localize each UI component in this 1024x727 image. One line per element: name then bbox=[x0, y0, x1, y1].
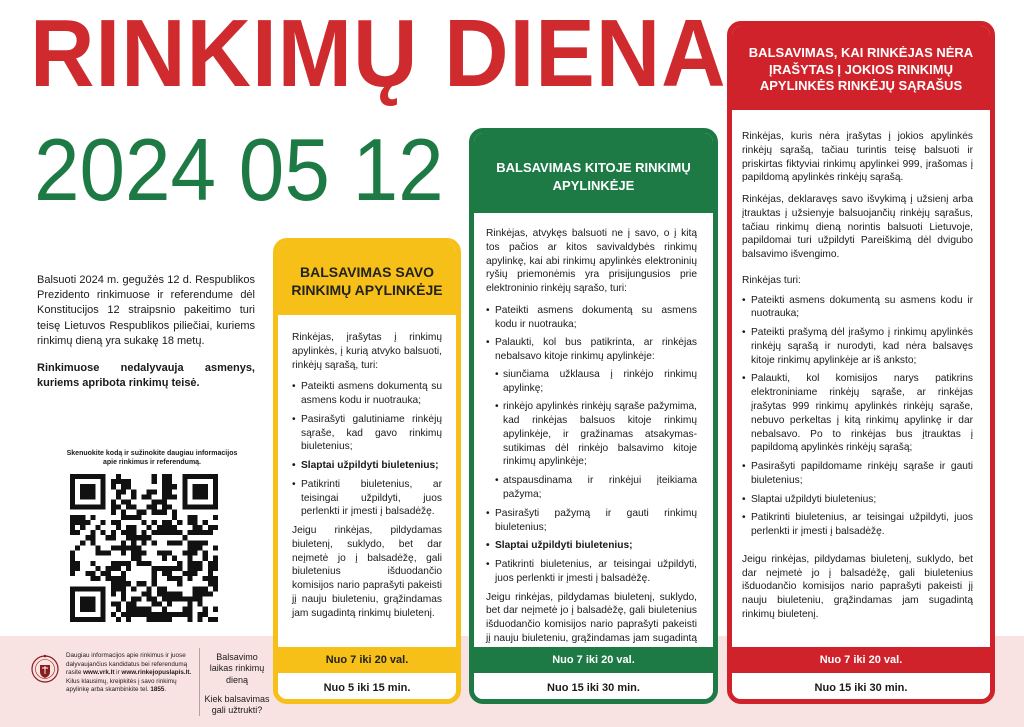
list-item: • Patikrinti biuletenius, ar teisingai užpildyti, juos perlenkti ir įmesti į balsadėžę. bbox=[486, 558, 697, 586]
list-item bbox=[486, 336, 697, 501]
list-item: • Slaptai užpildyti biuletenius; bbox=[742, 493, 973, 507]
qr-code-icon bbox=[70, 474, 218, 622]
intro-text bbox=[37, 273, 255, 391]
steps-list bbox=[292, 380, 442, 519]
voting-time-label: Balsavimo laikas rinkimų dieną bbox=[209, 652, 265, 685]
list-item: • Pasirašyti pažymą ir gauti rinkimų biuletenius; bbox=[486, 507, 697, 535]
card-other-precinct bbox=[469, 128, 718, 704]
steps-list bbox=[742, 294, 973, 539]
list-item: • Palaukti, kol komisijos narys patikrins elektroniniame rinkėjų sąraše, ar rinkėjas įrašytas 999 rinkimų apylinkės rinkėjų sąraše, nebuvo perkeltas į kitą rinkimų apylinkę ir dar nebalsavo. Po to rinkėjas bus įtrauktas į papildomą apylinkės rinkėjų sąrašą; bbox=[742, 372, 973, 455]
card-note: Jeigu rinkėjas, pildydamas biuletenį, suklydo, bet dar neįmetė jo į balsadėžę, gali biuletenius išduodančio komisijos nario paprašyti pakeisti jį nauju biuleteniu, grąžindamas jam sugadintą rinkimų biuletenį. bbox=[292, 525, 442, 619]
steps-list bbox=[486, 304, 697, 586]
card-intro: Rinkėjas, įrašytas į rinkimų apylinkės, į kurią atvyko balsuoti, rinkėjų sąrašą, turi: bbox=[292, 332, 442, 371]
page-title: RINKIMŲ DIENA bbox=[30, 0, 727, 107]
intro-paragraph-restriction: Rinkimuose nedalyvauja asmenys, kuriems apribota rinkimų teisė. bbox=[37, 361, 255, 390]
card-paragraph: Rinkėjas, kuris nėra įrašytas į jokios apylinkės rinkėjų sąrašą, tačiau turintis teisę balsuoti ir priskirtas fiktyviai rinkimų apylinkei 999, įrašomas į papildomą apylinkės rinkėjų sąrašą. bbox=[742, 131, 973, 184]
list-item: • Pateikti asmens dokumentą su asmens kodu ir nuotrauka; bbox=[486, 304, 697, 332]
vrk-link[interactable]: www.vrk.lt bbox=[83, 669, 115, 676]
voting-time: Nuo 7 iki 20 val. bbox=[278, 647, 456, 673]
list-item: • Slaptai užpildyti biuletenius; bbox=[292, 459, 442, 473]
card-own-precinct-body bbox=[278, 331, 456, 629]
qr-caption: Skenuokite kodą ir sužinokite daugiau informacijos apie rinkimus ir referendumą. bbox=[66, 450, 238, 467]
card-unregistered-body bbox=[732, 130, 990, 630]
vrk-emblem-icon bbox=[30, 652, 60, 686]
help-phone-number[interactable]: 1855 bbox=[150, 686, 165, 693]
sub-list-item: • atspausdinama ir rinkėjui įteikiama pažyma; bbox=[495, 474, 697, 502]
list-item: • Patikrinti biuletenius, ar teisingai užpildyti, juos perlenkti ir įmesti į balsadėžę. bbox=[742, 511, 973, 539]
card-note: Jeigu rinkėjas, pildydamas biuletenį, suklydo, bet dar neįmetė jo į balsadėžę, gali biuletenius išduodančio komisijos nario paprašyti pakeisti jį nauju biuleteniu, grąžindamas jam sugadintą bbox=[486, 591, 697, 644]
list-item: • Pasirašyti galutiniame rinkėjų sąraše, kad gavo rinkimų biuletenius; bbox=[292, 413, 442, 454]
list-item-text: Palaukti, kol bus patikrinta, ar rinkėjas nebalsavo kitoje rinkimų apylinkėje: bbox=[495, 337, 697, 363]
voting-duration: Nuo 15 iki 30 min. bbox=[732, 675, 990, 701]
sub-list-item: • rinkėjo apylinkės rinkėjų sąraše pažymima, kad rinkėjas balsuos kitoje rinkimų apylinkėje, ir gražinamas atsakymas-sutikimas dėl rinkėjo balsavimo kitoje rinkimų apylinkėje; bbox=[495, 400, 697, 469]
footer-divider bbox=[199, 648, 200, 716]
list-item: • Patikrinti biuletenius, ar teisingai užpildyti, juos perlenkti ir įmesti į balsadėžę. bbox=[292, 478, 442, 519]
voting-duration-label: Kiek balsavimas gali užtrukti? bbox=[204, 693, 270, 715]
footer-contact-text: Daugiau informacijos apie rinkimus ir juose dalyvaujančius kandidatus bei referendumą rasite www.vrk.lt ir www.rinkejopuslapis.lt. Kilus klausimų, kreipkitės į savo rinkimų apylinkę arba skambinkite tel. 1855. bbox=[66, 652, 192, 693]
card-other-precinct-body bbox=[474, 227, 713, 667]
card-own-precinct-title: BALSAVIMAS SAVO RINKIMŲ APYLINKĖJE bbox=[278, 243, 456, 315]
footer-help-line: Kilus klausimų, kreipkitės į savo rinkimų apylinkę arba skambinkite tel. bbox=[66, 677, 177, 693]
list-item: • Pateikti asmens dokumentą su asmens kodu ir nuotrauka; bbox=[292, 380, 442, 408]
sub-list-item: • siunčiama užklausa į rinkėjo rinkimų apylinkę; bbox=[495, 368, 697, 396]
card-must-label: Rinkėjas turi: bbox=[742, 274, 801, 286]
list-item: • Pasirašyti papildomame rinkėjų sąraše ir gauti biuletenius; bbox=[742, 460, 973, 488]
intro-paragraph-eligibility: Balsuoti 2024 m. gegužės 12 d. Respublikos Prezidento rinkimuose ir referendume dėl Konstitucijos 12 straipsnio pakeitimo turi teisę Lietuvos Respublikos piliečiai, kuriems rinkimų dieną yra sukakę 18 metų. bbox=[37, 274, 255, 347]
list-item: • Pateikti asmens dokumentą su asmens kodu ir nuotrauka; bbox=[742, 294, 973, 322]
qr-code[interactable] bbox=[70, 474, 218, 622]
footer-info-line: Daugiau informacijos apie rinkimus ir juose dalyvaujančius kandidatus bei referendumą rasite bbox=[66, 652, 188, 676]
footer-conjunction: ir bbox=[116, 669, 120, 676]
sub-steps-list bbox=[495, 368, 697, 502]
voting-time: Nuo 7 iki 20 val. bbox=[732, 647, 990, 673]
card-unregistered-voter bbox=[727, 21, 995, 704]
footer-labels bbox=[204, 652, 270, 716]
card-note: Jeigu rinkėjas, pildydamas biuletenį, suklydo, bet dar neįmetė jo į balsadėžę, gali biuletenius išduodančio komisijos nario paprašyti pakeisti jį nauju biuleteniu, grąžindamas jam sugadintą rinkimų biuletenį. bbox=[742, 553, 973, 620]
card-own-precinct bbox=[273, 238, 461, 704]
list-item: • Slaptai užpildyti biuletenius; bbox=[486, 539, 697, 553]
voting-time: Nuo 7 iki 20 val. bbox=[474, 647, 713, 673]
voting-duration: Nuo 5 iki 15 min. bbox=[278, 675, 456, 701]
card-intro: Rinkėjas, atvykęs balsuoti ne į savo, o į kitą tos pačios ar kitos savivaldybės rinkimų apylinkę, kai abi rinkimų apylinkės elektroninių ryšių priemonėmis yra prisijungusios prie elektroninio rinkėjų sąrašo, turi: bbox=[486, 228, 697, 295]
voting-duration: Nuo 15 iki 30 min. bbox=[474, 675, 713, 701]
footer-info bbox=[30, 652, 200, 695]
card-unregistered-title: BALSAVIMAS, KAI RINKĖJAS NĖRA ĮRAŠYTAS Į JOKIOS RINKIMŲ APYLINKĖS RINKĖJŲ SĄRAŠUS bbox=[732, 26, 990, 110]
list-item: • Pateikti prašymą dėl įrašymo į rinkimų apylinkės rinkėjų sąrašą ir nurodyti, kad nėra balsavęs kitoje rinkimų apylinkėje ar iš anksto; bbox=[742, 326, 973, 367]
election-date: 2024 05 12 bbox=[34, 120, 444, 219]
card-other-precinct-title: BALSAVIMAS KITOJE RINKIMŲ APYLINKĖJE bbox=[474, 133, 713, 213]
card-paragraph: Rinkėjas, deklaravęs savo išvykimą į užsienį arba įtrauktas į užsienyje balsuojančių rinkėjų sąrašus, tačiau rinkimų dieną norintis balsuoti Lietuvoje, papildomai turi užpildyti Pareiškimą dėl dvigubo balsavimo išvengimo. bbox=[742, 194, 973, 261]
voter-page-link[interactable]: www.rinkejopuslapis.lt. bbox=[121, 669, 192, 676]
